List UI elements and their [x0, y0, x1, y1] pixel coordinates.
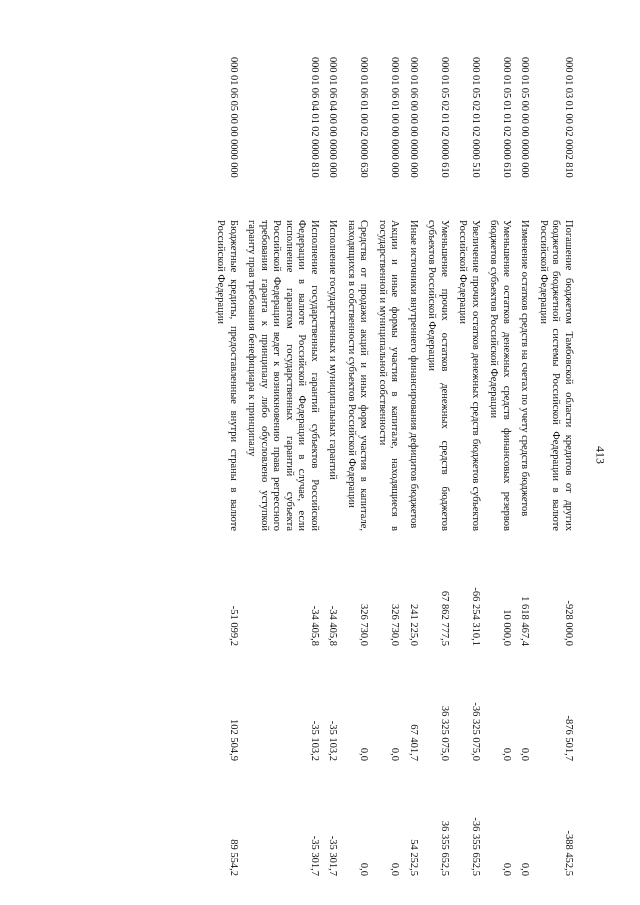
value-year-3: 36 355 652,5: [439, 820, 450, 876]
value-year-1: -928 000,0: [563, 600, 574, 646]
value-year-1: 1 618 467,4: [519, 596, 531, 646]
value-year-2: -35 103,2: [327, 720, 339, 761]
value-year-3: 54 252,5: [408, 839, 419, 876]
table-row: [450, 53, 481, 880]
value-year-2: 0,0: [358, 747, 370, 761]
table-row: [339, 53, 370, 880]
value-year-3: 0,0: [501, 862, 512, 876]
table-row: [208, 53, 239, 880]
classification-code: 000 01 06 01 00 00 0000 000: [389, 57, 401, 178]
value-year-2: 36 325 075,0: [439, 705, 450, 761]
indicator-name: Увеличение прочих остатков денежных средств бюджетов субъектов Российской Федерации: [457, 220, 481, 531]
classification-code: 000 01 06 00 00 00 0000 000: [408, 57, 419, 178]
value-year-2: 67 401,7: [408, 724, 419, 761]
table-body: [208, 53, 574, 880]
value-year-1: 10 000,0: [501, 609, 512, 646]
classification-code: 000 01 06 05 00 00 0000 000: [228, 57, 239, 178]
indicator-name: Уменьшение остатков денежных средств финансовых резервов бюджетов субъектов Российской Федерации: [488, 220, 512, 531]
value-year-3: 0,0: [389, 862, 401, 876]
value-year-1: -34 405,8: [327, 605, 339, 646]
value-year-3: 0,0: [519, 862, 531, 876]
value-year-1: 67 862 777,5: [439, 590, 450, 646]
indicator-name: Средства от продажи акций и иных форм участия в капитале, находящихся в собственности субъектов Российской Федерации: [346, 220, 370, 531]
classification-code: 000 01 06 04 00 00 0000 000: [327, 57, 339, 178]
value-year-1: -66 254 310,1: [470, 587, 481, 646]
indicator-name: Иные источники внутреннего финансирования дефицитов бюджетов: [408, 220, 419, 529]
value-year-1: 241 225,0: [408, 604, 419, 646]
classification-code: 000 01 06 04 01 02 0000 810: [309, 57, 320, 178]
indicator-name: Акции и иные формы участия в капитале, находящиеся в государственной и муниципальной собственности: [377, 220, 401, 531]
value-year-3: -35 301,7: [309, 835, 320, 876]
table-row: [512, 53, 531, 880]
budget-sources-table-page: [71, 53, 574, 880]
classification-code: 000 01 05 01 01 02 0000 610: [501, 57, 512, 178]
budget-sources-table: [208, 53, 574, 880]
classification-code: 000 01 06 01 00 02 0000 630: [358, 57, 370, 178]
page-number: 413: [593, 446, 608, 464]
indicator-name: Исполнение государственных и муниципальных гарантий: [327, 220, 339, 480]
value-year-3: 89 554,2: [228, 839, 239, 876]
classification-code: 000 01 03 01 00 02 0002 810: [563, 57, 574, 178]
indicator-name: Исполнение государственных гарантий субъектов Российской Федерации в валюте Российской Федерации в случае, если исполнение гарантом государственных гарантий субъекта Российской Федерации ведет к возникновению права регрессного требования гаранта к принципалу либо обусловлено уступкой гаранту прав требования бенефициара к принципалу: [246, 220, 320, 531]
table-row: [370, 53, 401, 880]
classification-code: 000 01 05 02 01 02 0000 510: [470, 57, 481, 178]
table-row: [419, 53, 450, 880]
value-year-1: -51 099,2: [228, 605, 239, 646]
table-row: [239, 53, 320, 880]
value-year-2: 102 504,9: [228, 719, 239, 761]
value-year-2: 0,0: [389, 747, 401, 761]
value-year-3: -35 301,7: [327, 835, 339, 876]
value-year-2: -876 501,7: [563, 715, 574, 761]
classification-code: 000 01 05 00 00 00 0000 000: [519, 57, 531, 178]
table-row: [401, 53, 420, 880]
value-year-3: -36 355 652,5: [470, 817, 481, 876]
table-row: [531, 53, 575, 880]
indicator-name: Погашение бюджетом Тамбовской области кредитов от других бюджетов бюджетной системы Российской Федерации в валюте Российской Федерации: [538, 220, 574, 531]
indicator-name: Изменение остатков средств на счетах по учету средств бюджетов: [519, 220, 531, 517]
indicator-name: Бюджетные кредиты, предоставленные внутри страны в валюте Российской Федерации: [215, 220, 239, 531]
value-year-1: 326 730,0: [358, 604, 370, 646]
table-row: [481, 53, 512, 880]
value-year-3: -388 452,5: [563, 830, 574, 876]
classification-code: 000 01 05 02 01 02 0000 610: [439, 57, 450, 178]
value-year-2: -36 325 075,0: [470, 702, 481, 761]
value-year-1: 326 730,0: [389, 604, 401, 646]
indicator-name: Уменьшение прочих остатков денежных средств бюджетов субъектов Российской Федерации: [426, 220, 450, 531]
value-year-3: 0,0: [358, 862, 370, 876]
table-row: [320, 53, 339, 880]
value-year-2: 0,0: [501, 747, 512, 761]
value-year-2: -35 103,2: [309, 720, 320, 761]
value-year-2: 0,0: [519, 747, 531, 761]
value-year-1: -34 405,8: [309, 605, 320, 646]
